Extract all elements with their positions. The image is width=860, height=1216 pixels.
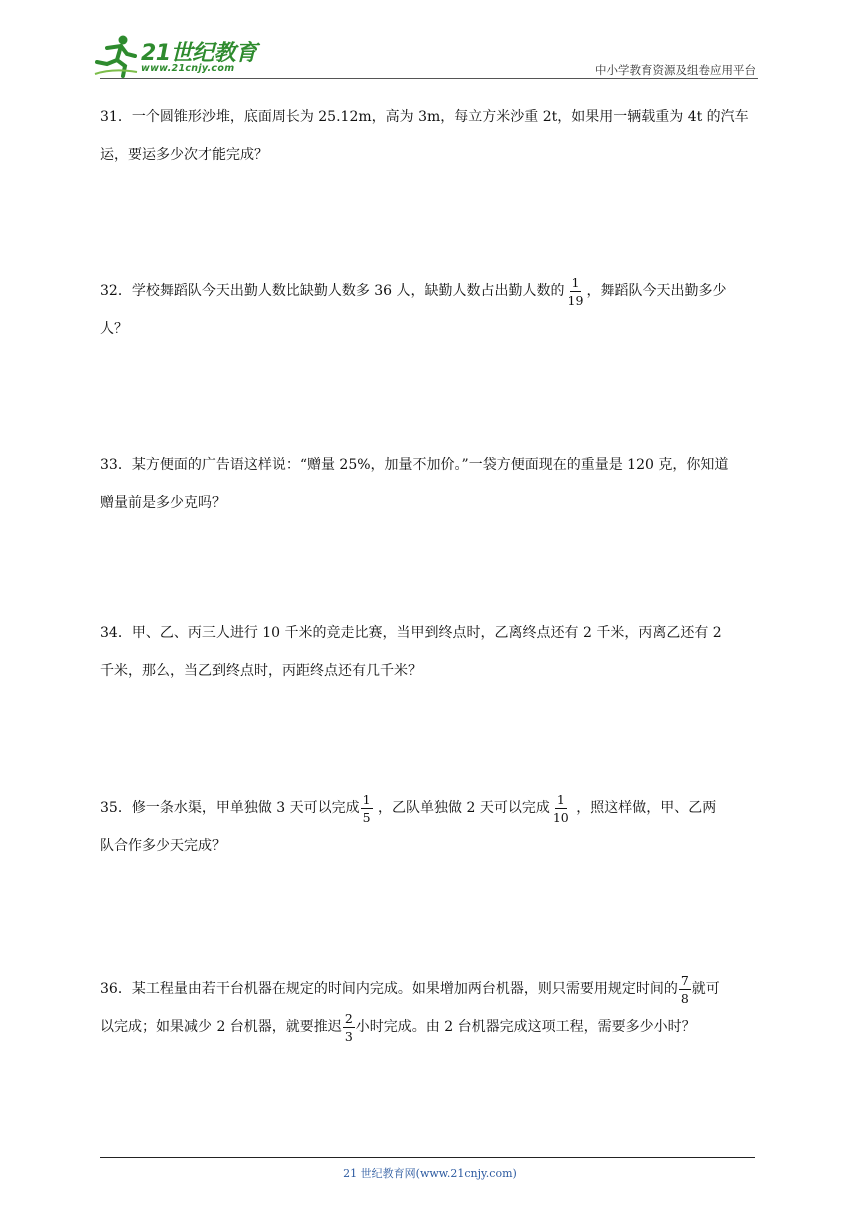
fraction-numerator: 1 [556, 791, 565, 807]
fraction [551, 792, 571, 825]
fraction-denominator: 3 [344, 1028, 353, 1044]
question-36 [100, 970, 760, 1046]
platform-title: 中小学教育资源及组卷应用平台 [595, 63, 756, 77]
question-text: 修一条水渠，甲单独做 3 天可以完成 [131, 800, 360, 816]
question-line [100, 98, 760, 136]
footer-link[interactable]: 21 世纪教育网(www.21cnjy.com) [343, 1167, 517, 1180]
question-text: 运，要运多少次才能完成？ [100, 147, 268, 163]
footer-divider [100, 1157, 755, 1158]
question-31 [100, 98, 760, 174]
header-divider [100, 78, 758, 79]
question-line [100, 446, 760, 484]
fraction [566, 275, 586, 308]
question-text: ，舞蹈队今天出勤多少 [586, 283, 727, 299]
question-34 [100, 614, 760, 690]
question-line [100, 136, 760, 174]
question-text: 某方便面的广告语这样说：“赠量 25%，加量不加价。”一袋方便面现在的重量是 120 克，你知道 [131, 457, 729, 473]
fraction-numerator: 2 [344, 1010, 353, 1026]
question-line [100, 484, 760, 522]
page-header [0, 0, 860, 80]
question-text: 某工程量由若干台机器在规定的时间内完成。如果增加两台机器，则只需要用规定时间的 [131, 981, 678, 997]
question-text: ，乙队单独做 2 天可以完成 [378, 800, 550, 816]
question-35 [100, 789, 760, 865]
fraction-numerator: 1 [571, 274, 580, 290]
question-line [100, 827, 760, 865]
fraction-denominator: 10 [552, 809, 569, 825]
fraction [343, 1011, 355, 1044]
fraction-denominator: 19 [567, 292, 584, 308]
question-text: 甲、乙、丙三人进行 10 千米的竞走比赛，当甲到终点时，乙离终点还有 2 千米，丙离乙还有 2 [131, 625, 722, 641]
question-line [100, 789, 760, 827]
question-line [100, 970, 760, 1008]
question-text: 人？ [100, 321, 128, 337]
question-line [100, 272, 760, 310]
fraction-denominator: 5 [362, 809, 371, 825]
question-text: 就可 [691, 981, 720, 997]
question-text: 小时完成。由 2 台机器完成这项工程，需要多少小时？ [355, 1019, 696, 1035]
question-line [100, 614, 760, 652]
question-number: 33． [100, 457, 132, 473]
question-text: 以完成；如果减少 2 台机器，就要推迟 [100, 1019, 342, 1035]
question-number: 34． [100, 625, 132, 641]
site-logo[interactable] [93, 34, 263, 78]
fraction [679, 973, 691, 1006]
question-text: 一个圆锥形沙堆，底面周长为 25.12m，高为 3m，每立方米沙重 2t，如果用一辆载重为 4t 的汽车 [131, 109, 749, 125]
question-line [100, 652, 760, 690]
page-footer [0, 1165, 860, 1181]
question-text: 学校舞蹈队今天出勤人数比缺勤人数多 36 人，缺勤人数占出勤人数的 [131, 283, 565, 299]
question-32 [100, 272, 760, 348]
fraction-numerator: 7 [680, 972, 689, 988]
logo-url-text: www.21cnjy.com [141, 63, 235, 74]
question-text: ，照这样做，甲、乙两 [576, 800, 717, 816]
question-number: 32． [100, 283, 132, 299]
fraction-denominator: 8 [680, 990, 689, 1006]
fraction [361, 792, 373, 825]
question-number: 35． [100, 800, 132, 816]
question-text: 赠量前是多少克吗？ [100, 495, 226, 511]
question-text: 队合作多少天完成？ [100, 838, 226, 854]
question-number: 36． [100, 981, 132, 997]
fraction-numerator: 1 [362, 791, 371, 807]
runner-logo-icon [93, 34, 139, 78]
question-number: 31． [100, 109, 132, 125]
question-33 [100, 446, 760, 522]
question-line [100, 1008, 760, 1046]
logo-brand-text: 21世纪教育 [141, 41, 257, 66]
question-text: 千米，那么，当乙到终点时，丙距终点还有几千米？ [100, 663, 422, 679]
question-line [100, 310, 760, 348]
